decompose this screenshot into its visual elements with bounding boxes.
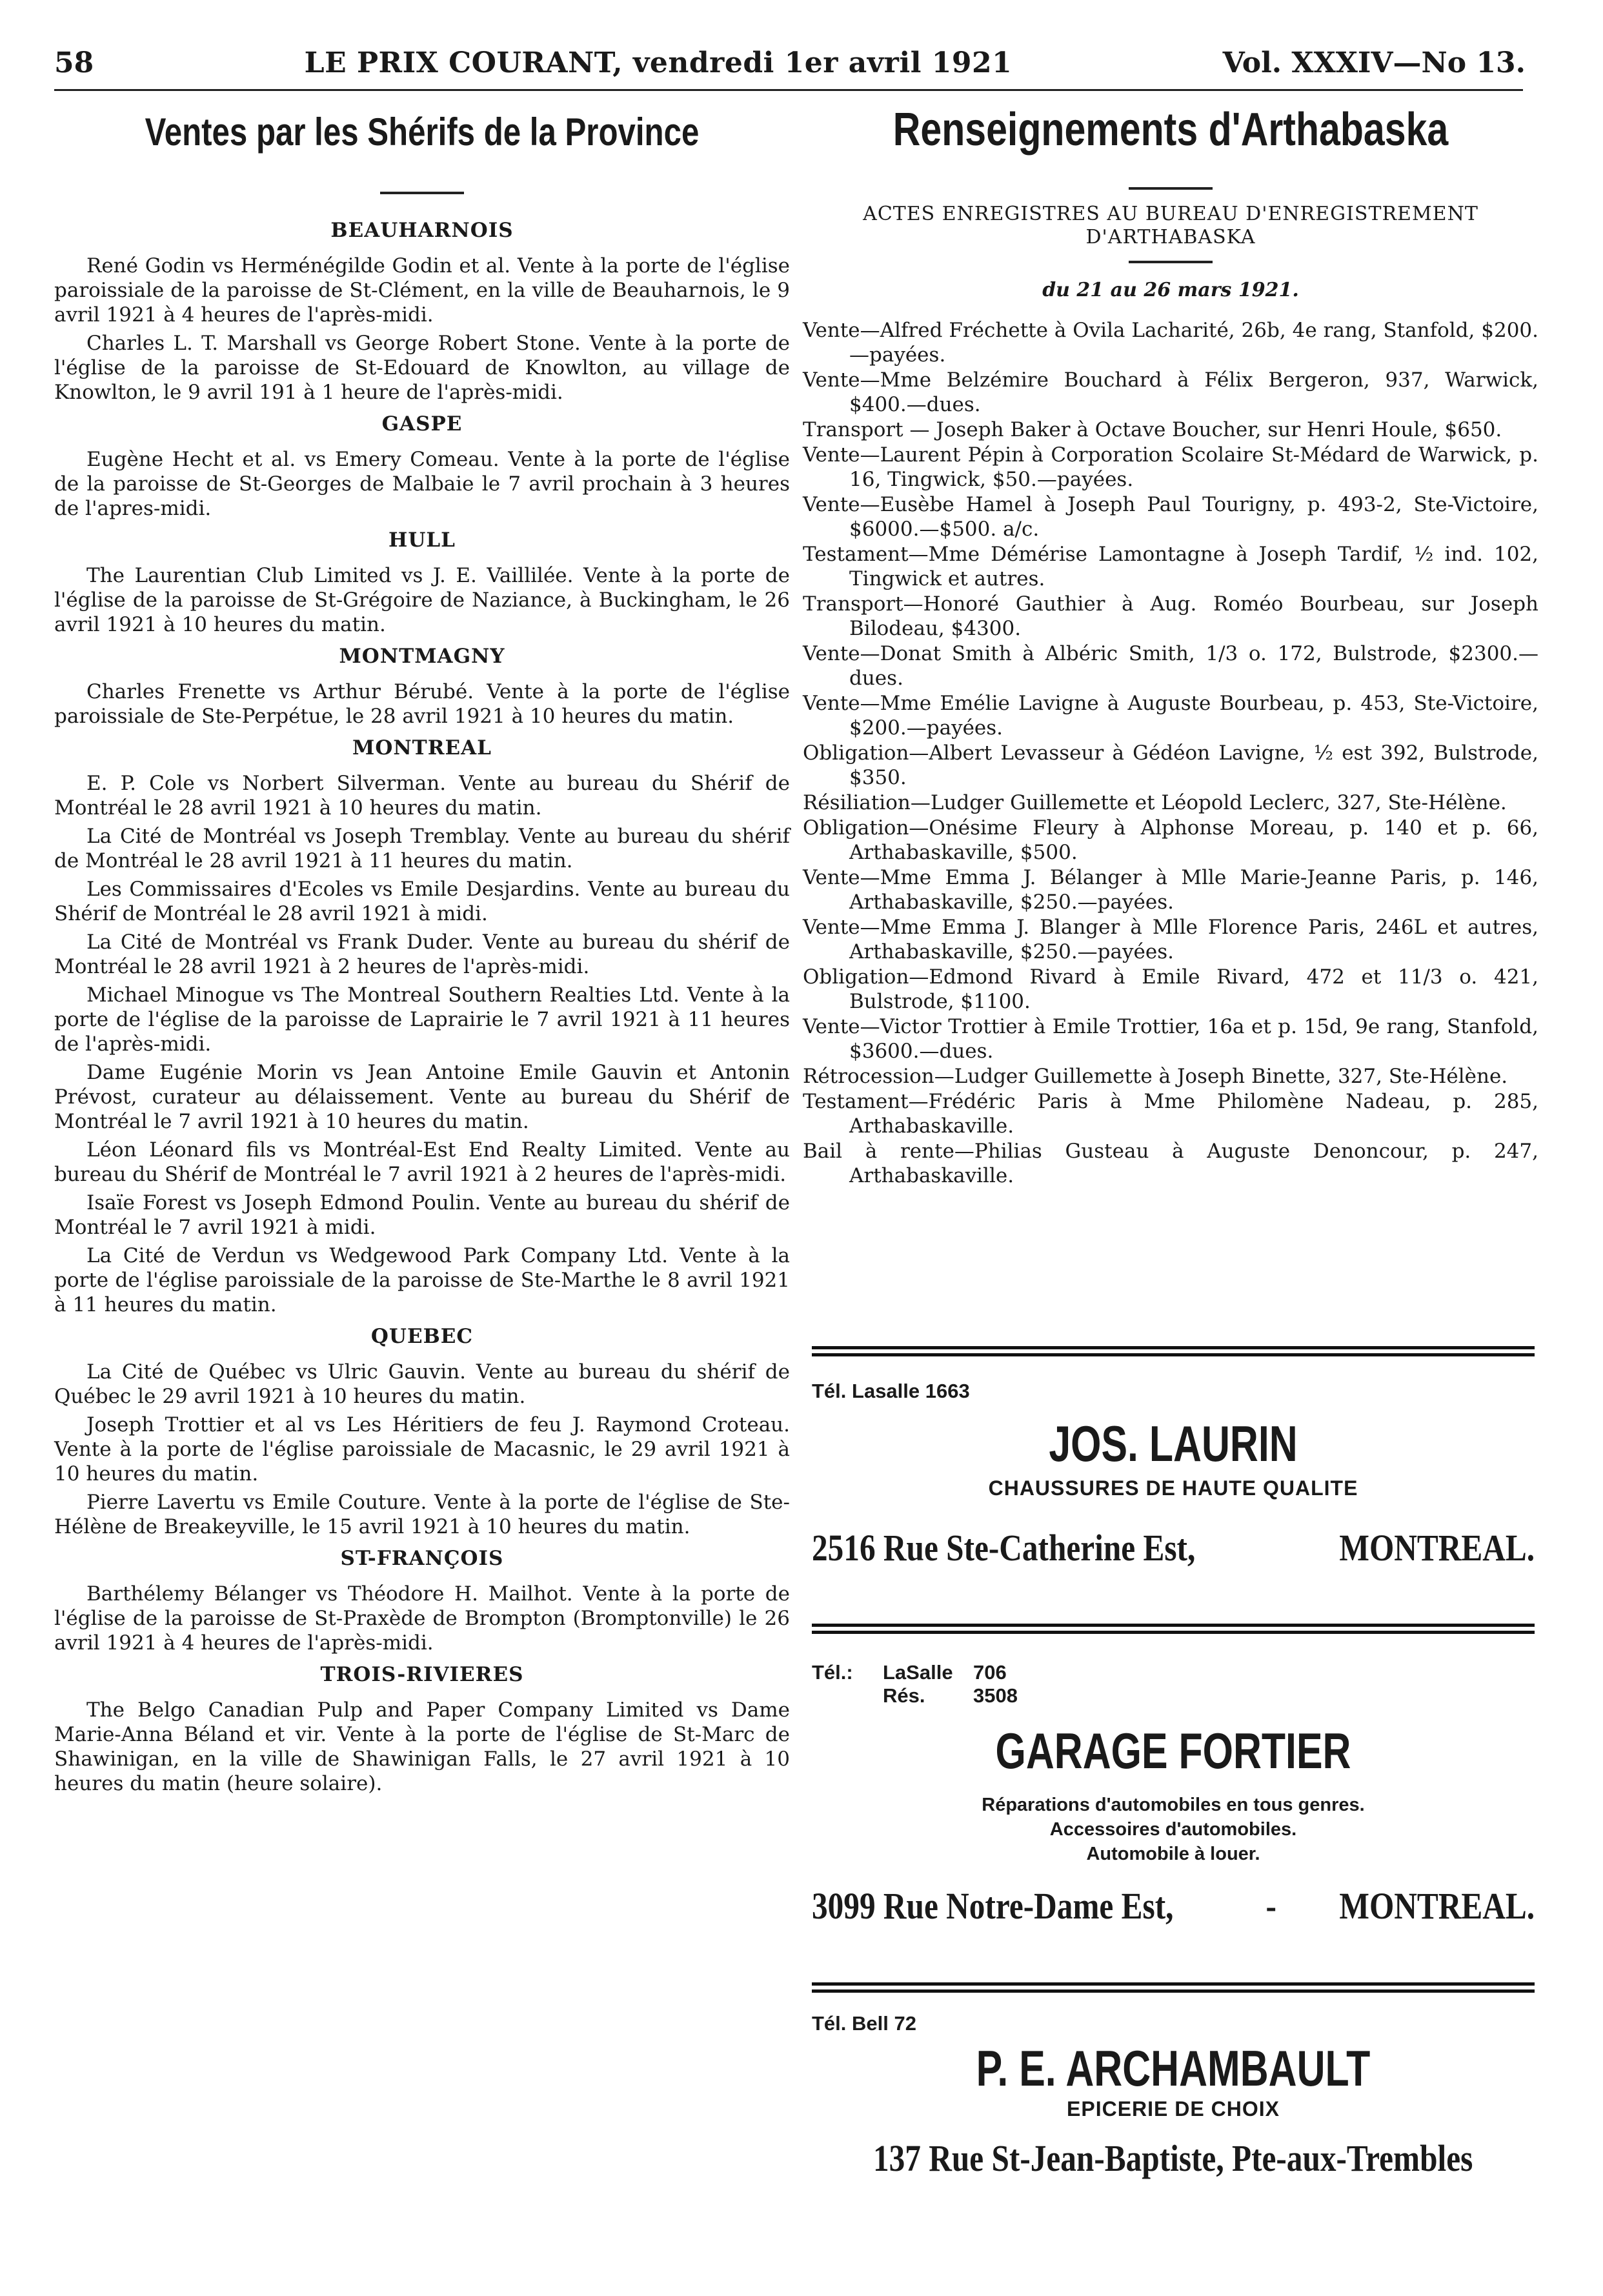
registry-entry: Obligation—Albert Levasseur à Gédéon Lavigne, ½ est 392, Bulstrode, $350. — [803, 741, 1538, 789]
ad-telephone — [812, 1661, 1535, 1684]
registry-entry: Vente—Mme Emma J. Bélanger à Mlle Marie-Jeanne Paris, p. 146, Arthabaskaville, $250.—payées. — [803, 866, 1538, 914]
sale-entry: Michael Minogue vs The Montreal Southern Realties Ltd. Vente à la porte de l'église de la paroisse de Laprairie le 7 avril 1921 à 11 heures de l'après-midi. — [54, 983, 790, 1056]
ad-city: MONTREAL. — [1339, 1885, 1535, 1927]
page-number: 58 — [54, 46, 94, 79]
ad-telephone: Tél. Lasalle 1663 — [812, 1380, 970, 1402]
registry-entry: Bail à rente—Philias Gusteau à Auguste Denoncour, p. 247, Arthabaskaville. — [803, 1140, 1538, 1187]
divider-rule — [812, 1346, 1535, 1356]
registry-entry: Obligation—Edmond Rivard à Emile Rivard, 472 et 11/3 o. 421, Bulstrode, $1100. — [803, 965, 1538, 1013]
volume-number: Vol. XXXIV—No 13. — [1222, 46, 1526, 79]
tel-number: 706 — [973, 1661, 1007, 1684]
divider-rule — [812, 1624, 1535, 1634]
registry-entry: Vente—Donat Smith à Albéric Smith, 1/3 o. 172, Bulstrode, $2300.—dues. — [803, 642, 1538, 690]
registry-entry: Vente—Victor Trottier à Emile Trottier, 16a et p. 15d, 9e rang, Stanfold, $3600.—dues. — [803, 1015, 1538, 1063]
registry-entry: Vente—Alfred Fréchette à Ovila Lacharité, 26b, 4e rang, Stanfold, $200.—payées. — [803, 319, 1538, 367]
region-heading: GASPE — [381, 412, 463, 436]
sale-entry: Pierre Lavertu vs Emile Couture. Vente à la porte de l'église de Ste-Hélène de Breakeyville, le 15 avril 1921 à 10 heures du matin. — [54, 1491, 790, 1538]
left-title: Ventes par les Shérifs de la Province — [145, 110, 700, 154]
sale-entry: Les Commissaires d'Ecoles vs Emile Desjardins. Vente au bureau du Shérif de Montréal le 28 avril 1921 à midi. — [54, 878, 790, 925]
ad-residence-telephone — [812, 1684, 1535, 1707]
region-heading: MONTMAGNY — [339, 645, 505, 668]
ad-business-name: GARAGE FORTIER — [995, 1722, 1351, 1779]
registry-entry: Vente—Eusèbe Hamel à Joseph Paul Tourigny, p. 493-2, Ste-Victoire, $6000.—$500. a/c. — [803, 493, 1538, 541]
ad-business-name: JOS. LAURIN — [1049, 1415, 1298, 1472]
sale-entry: René Godin vs Herménégilde Godin et al. Vente à la porte de l'église paroissiale de la paroisse de St-Clément, en la ville de Beauharnois, le 9 avril 1921 à 4 heures de l'après-midi. — [54, 254, 790, 327]
title-rule — [380, 192, 464, 194]
acts-heading — [803, 203, 1538, 249]
sale-entry: La Cité de Québec vs Ulric Gauvin. Vente au bureau du shérif de Québec le 29 avril 1921 à 10 heures du matin. — [54, 1360, 790, 1408]
registry-entry: Obligation—Onésime Fleury à Alphonse Moreau, p. 140 et p. 66, Arthabaskaville, $500. — [803, 816, 1538, 864]
acts-heading-line-2: D'ARTHABASKA — [1085, 226, 1256, 248]
divider-rule — [812, 1982, 1535, 1993]
ad-address-row — [812, 1526, 1535, 1569]
registry-entry: Transport—Honoré Gauthier à Aug. Roméo Bourbeau, sur Joseph Bilodeau, $4300. — [803, 592, 1538, 640]
registry-entry: Testament—Frédéric Paris à Mme Philomène Nadeau, p. 285, Arthabaskaville. — [803, 1090, 1538, 1138]
service-line: Automobile à louer. — [1086, 1844, 1260, 1864]
acts-heading-line-1: ACTES ENREGISTRES AU BUREAU D'ENREGISTREMENT — [863, 203, 1478, 225]
sale-entry: Barthélemy Bélanger vs Théodore H. Mailhot. Vente à la porte de l'église de la paroisse de St-Praxède de Brompton (Bromptonville) le 26 avril 1921 à 4 heures de l'après-midi. — [54, 1582, 790, 1655]
registry-entry: Vente—Mme Emma J. Blanger à Mlle Florence Paris, 246L et autres, Arthabaskaville, $250.—payées. — [803, 916, 1538, 963]
ad-archambault — [812, 1982, 1535, 2180]
sale-entry: Eugène Hecht et al. vs Emery Comeau. Vente à la porte de l'église de la paroisse de St-Georges de Malbaie le 7 avril prochain à 3 heures de l'apres-midi. — [54, 448, 790, 520]
sale-entry: La Cité de Verdun vs Wedgewood Park Company Ltd. Vente à la porte de l'église paroissiale de la paroisse de Ste-Marthe le 8 avril 1921 à 11 heures du matin. — [54, 1244, 790, 1316]
registry-entry: Résiliation—Ludger Guillemette et Léopold Leclerc, 327, Ste-Hélène. — [803, 791, 1507, 814]
sale-entry: Dame Eugénie Morin vs Jean Antoine Emile Gauvin et Antonin Prévost, curateur au délaissement. Vente au bureau du Shérif de Montréal le 7 avril 1921 à 10 heures du matin. — [54, 1061, 790, 1133]
subhead-rule — [1129, 261, 1213, 263]
ad-laurin — [812, 1346, 1535, 1569]
sale-entry: Charles L. T. Marshall vs George Robert Stone. Vente à la porte de l'église de la paroisse de St-Edouard de Knowlton, au village de Knowlton, le 9 avril 191 à 1 heure de l'après-midi. — [54, 332, 790, 404]
ad-address-row — [812, 1884, 1535, 1928]
ad-tagline: CHAUSSURES DE HAUTE QUALITE — [988, 1476, 1358, 1500]
region-heading: ST-FRANÇOIS — [340, 1547, 504, 1570]
res-label: Rés. — [883, 1684, 925, 1707]
ad-tagline: EPICERIE DE CHOIX — [1067, 2097, 1280, 2120]
region-heading: MONTREAL — [352, 736, 492, 760]
sale-entry: Joseph Trottier et al vs Les Héritiers de feu J. Raymond Croteau. Vente à la porte de l'église paroissiale de Macasnic, le 29 avril 1921 à 10 heures du matin. — [54, 1413, 790, 1485]
page-header — [54, 40, 1526, 85]
sale-entry: Isaïe Forest vs Joseph Edmond Poulin. Vente au bureau du shérif de Montréal le 7 avril 1921 à midi. — [54, 1191, 790, 1239]
ad-services — [812, 1793, 1535, 1866]
region-heading: QUEBEC — [370, 1325, 474, 1348]
service-line: Réparations d'automobiles en tous genres. — [982, 1795, 1365, 1815]
registry-entry: Rétrocession—Ludger Guillemette à Joseph Binette, 327, Ste-Hélène. — [803, 1065, 1508, 1088]
ad-city: MONTREAL. — [1339, 1527, 1535, 1569]
sale-entry: La Cité de Montréal vs Frank Duder. Vente au bureau du shérif de Montréal le 28 avril 1921 à 2 heures de l'après-midi. — [54, 931, 790, 978]
ad-telephone: Tél. Bell 72 — [812, 2012, 916, 2035]
registry-entry: Testament—Mme Démérise Lamontagne à Joseph Tardif, ½ ind. 102, Tingwick et autres. — [803, 543, 1538, 590]
publication-line: LE PRIX COURANT, vendredi 1er avril 1921 — [304, 46, 1013, 79]
res-number: 3508 — [973, 1684, 1018, 1707]
sale-entry: Charles Frenette vs Arthur Bérubé. Vente à la porte de l'église paroissiale de Ste-Perpétue, le 28 avril 1921 à 10 heures du matin. — [54, 680, 790, 728]
sheriff-sales — [54, 219, 790, 1796]
region-heading: TROIS-RIVIERES — [320, 1663, 524, 1686]
right-column — [803, 97, 1538, 1189]
left-column — [54, 97, 790, 1800]
tel-exchange: LaSalle — [883, 1661, 953, 1684]
registry-entry: Vente—Laurent Pépin à Corporation Scolaire St-Médard de Warwick, p. 16, Tingwick, $50.—payées. — [803, 443, 1538, 491]
ad-address-row — [812, 2137, 1535, 2180]
sale-entry: La Cité de Montréal vs Joseph Tremblay. Vente au bureau du shérif de Montréal le 28 avril 1921 à 11 heures du matin. — [54, 825, 790, 872]
ad-dash: - — [1265, 1885, 1276, 1927]
region-heading: BEAUHARNOIS — [330, 219, 514, 242]
registry-entry: Vente—Mme Emélie Lavigne à Auguste Bourbeau, p. 453, Ste-Victoire, $200.—payées. — [803, 692, 1538, 740]
sale-entry: Léon Léonard fils vs Montréal-Est End Realty Limited. Vente au bureau du Shérif de Montréal le 7 avril 1921 à 2 heures de l'après-midi. — [54, 1138, 790, 1186]
region-heading: HULL — [388, 529, 456, 552]
sale-entry: The Belgo Canadian Pulp and Paper Company Limited vs Dame Marie-Anna Béland et vir. Vente à la porte de l'église de St-Marc de Shawinigan, en la ville de Shawinigan Falls, le 27 avril 1921 à 10 heures du matin (heure solaire). — [54, 1698, 790, 1795]
ad-business-name: P. E. ARCHAMBAULT — [976, 2040, 1371, 2097]
ad-address: 3099 Rue Notre-Dame Est, — [812, 1885, 1174, 1927]
sale-entry: E. P. Cole vs Norbert Silverman. Vente au bureau du Shérif de Montréal le 28 avril 1921 à 10 heures du matin. — [54, 772, 790, 820]
registry-entry: Vente—Mme Belzémire Bouchard à Félix Bergeron, 937, Warwick, $400.—dues. — [803, 368, 1538, 416]
registry-entries — [803, 318, 1538, 1188]
service-line: Accessoires d'automobiles. — [1049, 1819, 1297, 1840]
tel-label: Tél.: — [812, 1661, 853, 1684]
ad-address: 137 Rue St-Jean-Baptiste, Pte-aux-Trembles — [873, 2137, 1473, 2179]
header-rule — [54, 89, 1523, 91]
right-title: Renseignements d'Arthabaska — [892, 104, 1449, 156]
title-rule — [1129, 187, 1213, 190]
ad-garage-fortier — [812, 1624, 1535, 1928]
sale-entry: The Laurentian Club Limited vs J. E. Vaillilée. Vente à la porte de l'église de la paroisse de St-Grégoire de Naziance, à Buckingham, le 26 avril 1921 à 10 heures du matin. — [54, 564, 790, 636]
ad-address: 2516 Rue Ste-Catherine Est, — [812, 1527, 1196, 1569]
date-range: du 21 au 26 mars 1921. — [1042, 279, 1299, 301]
registry-entry: Transport — Joseph Baker à Octave Boucher, sur Henri Houle, $650. — [803, 418, 1502, 441]
